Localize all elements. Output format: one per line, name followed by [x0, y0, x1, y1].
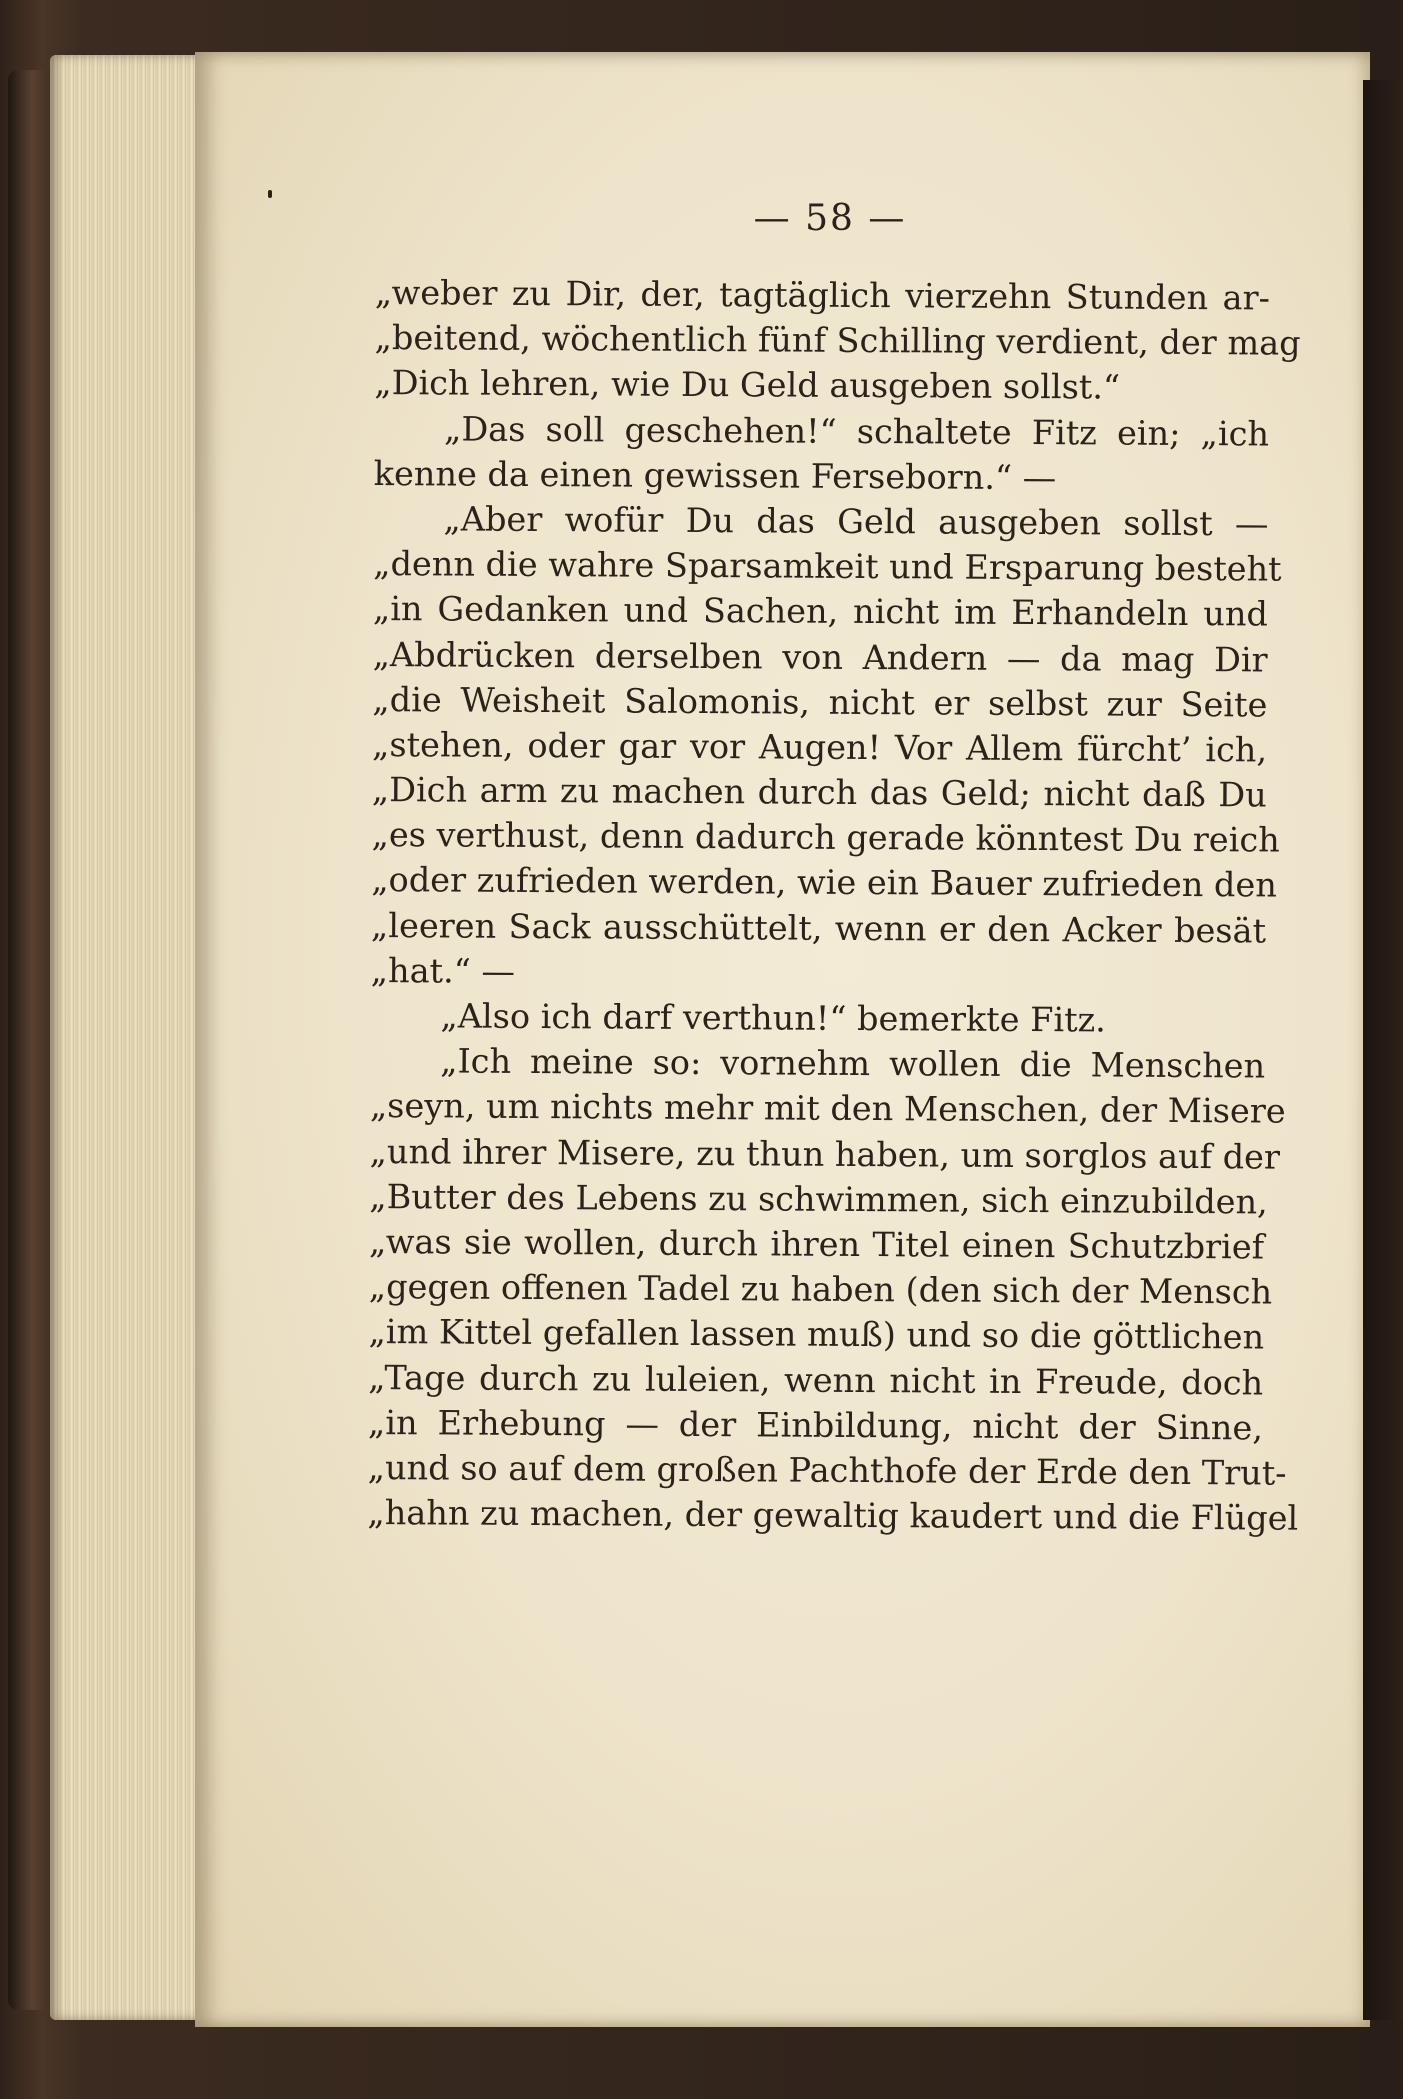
text-line: „es verthust, denn dadurch gerade könntest Du reich	[371, 815, 1280, 860]
text-line: „Dich lehren, wie Du Geld ausgeben sollst.“	[374, 363, 1121, 407]
text-line: „seyn, um nichts mehr mit den Menschen, der Misere	[369, 1086, 1286, 1131]
text-line: „und so auf dem großen Pachthofe der Erde den Trut-	[367, 1447, 1287, 1493]
text-line: „hahn zu machen, der gewaltig kaudert und die Flügel	[367, 1493, 1299, 1538]
text-line: „leeren Sack ausschüttelt, wenn er den Acker besät	[370, 905, 1267, 951]
text-line: „im Kittel gefallen lassen muß) und so die göttlichen	[368, 1312, 1265, 1357]
text-line: „Aber wofür Du das Geld ausgeben sollst —	[443, 499, 1269, 544]
text-line: „in Erhebung — der Einbildung, nicht der Sinne,	[367, 1402, 1264, 1448]
ink-speck	[268, 190, 272, 198]
text-line: „Abdrücken derselben von Andern — da mag Dir	[372, 634, 1268, 679]
text-line: „Butter des Lebens zu schwimmen, sich einzubilden,	[369, 1176, 1268, 1222]
text-line: „was sie wollen, durch ihren Titel einen Schutzbrief	[368, 1221, 1265, 1267]
text-line: „gegen offenen Tadel zu haben (den sich der Mensch	[368, 1267, 1273, 1312]
text-line: „Also ich darf verthun!“ bemerkte Fitz.	[440, 996, 1107, 1040]
text-line: „beitend, wöchentlich fünf Schilling verdient, der mag	[374, 318, 1301, 363]
text-line: „Ich meine so: vornehm wollen die Menschen	[440, 1041, 1266, 1086]
text-line: „oder zufrieden werden, wie ein Bauer zufrieden den	[371, 860, 1277, 905]
text-line: „und ihrer Misere, zu thun haben, um sorglos auf der	[369, 1131, 1281, 1177]
text-line: kenne da einen gewissen Ferseborn.“ —	[373, 453, 1057, 497]
text-line: „Das soll geschehen!“ schaltete Fitz ein; „ich	[443, 408, 1270, 454]
text-line: „stehen, oder gar vor Augen! Vor Allem fürcht’ ich,	[371, 724, 1268, 770]
text-line: „Tage durch zu luleien, wenn nicht in Freude, doch	[368, 1357, 1264, 1402]
page-number: — 58 —	[753, 198, 907, 239]
text-line: „die Weisheit Salomonis, nicht er selbst zur Seite	[372, 679, 1268, 725]
text-line: „denn die wahre Sparsamkeit und Ersparung besteht	[373, 544, 1282, 589]
text-line: „Dich arm zu machen durch das Geld; nicht daß Du	[371, 770, 1267, 815]
text-line: „weber zu Dir, der, tagtäglich vierzehn Stunden ar-	[374, 272, 1270, 318]
page-text	[367, 270, 1301, 1541]
book-gutter	[1363, 80, 1403, 2020]
stacked-page-edges	[50, 55, 200, 2020]
text-line: „hat.“ —	[370, 950, 516, 991]
text-line: „in Gedanken und Sachen, nicht im Erhandeln und	[372, 589, 1269, 634]
